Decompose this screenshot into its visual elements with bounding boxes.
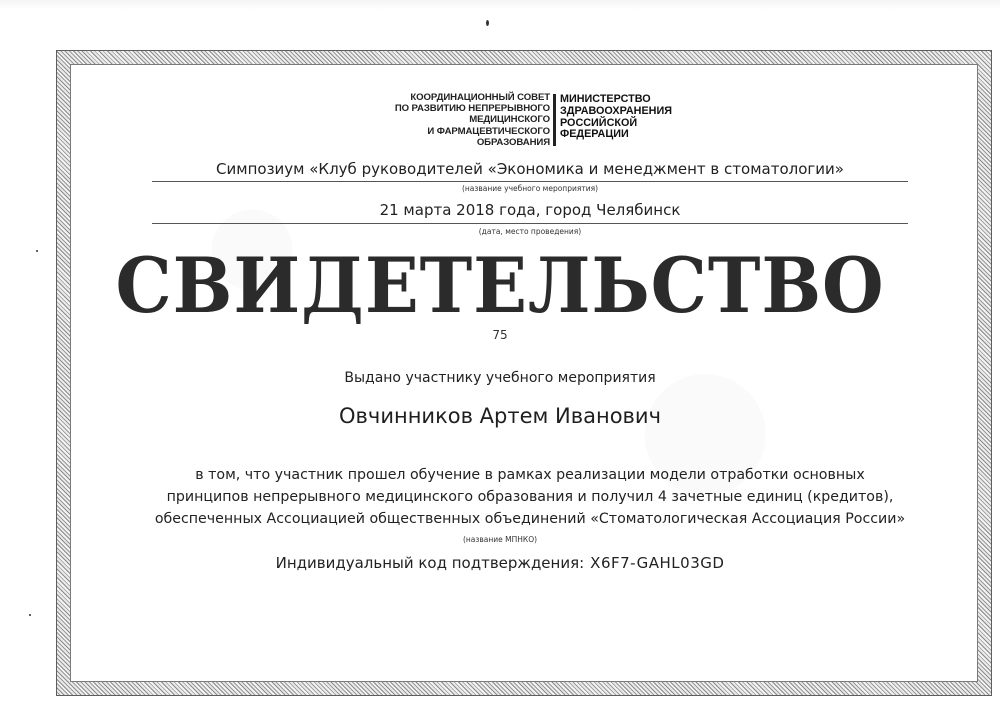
- body-line: принципов непрерывного медицинского образования и получил 4 зачетные единиц (кредитов),: [166, 489, 894, 505]
- council-line: И ФАРМАЦЕВТИЧЕСКОГО: [427, 125, 550, 137]
- event-date-caption: (дата, место проведения): [478, 227, 582, 236]
- body-line: обеспеченных Ассоциацией общественных объединений «Стоматологическая Ассоциация России»: [154, 511, 906, 527]
- council-line: ОБРАЗОВАНИЯ: [476, 136, 550, 148]
- event-name-caption: (название учебного мероприятия): [461, 184, 599, 193]
- certificate-title: СВИДЕТЕЛЬСТВО: [115, 241, 885, 330]
- scan-speck: [486, 20, 489, 26]
- ministry-line: ЗДРАВООХРАНЕНИЯ: [560, 104, 672, 117]
- ministry-line: МИНИСТЕРСТВО: [560, 93, 651, 105]
- ministry-name: [560, 94, 672, 141]
- issued-to-label: Выдано участнику учебного мероприятия: [344, 370, 656, 386]
- event-date-place: 21 марта 2018 года, город Челябинск: [379, 201, 681, 219]
- council-name: [350, 92, 550, 148]
- confirmation-code-label: Индивидуальный код подтверждения:: [275, 554, 585, 572]
- scan-edge: [0, 0, 1000, 10]
- event-name-rule: [152, 181, 908, 182]
- certificate-body: [80, 464, 980, 530]
- confirmation-code-value: X6F7-GAHL03GD: [590, 554, 725, 572]
- header-logo-block: [0, 92, 1000, 152]
- council-line: КООРДИНАЦИОННЫЙ СОВЕТ: [410, 92, 550, 103]
- event-date-rule: [152, 223, 908, 224]
- ministry-line: РОССИЙСКОЙ: [560, 116, 638, 129]
- ministry-line: ФЕДЕРАЦИИ: [560, 128, 629, 141]
- event-name: Симпозиум «Клуб руководителей «Экономика и менеджмент в стоматологии»: [216, 160, 844, 178]
- recipient-name: Овчинников Артем Иванович: [339, 404, 661, 428]
- council-line: МЕДИЦИНСКОГО: [469, 114, 550, 126]
- body-line: в том, что участник прошел обучение в рамках реализации модели отработки основных: [195, 467, 865, 483]
- scan-speck: [36, 250, 38, 252]
- header-divider: [553, 94, 556, 146]
- council-line: ПО РАЗВИТИЮ НЕПРЕРЫВНОГО: [394, 103, 550, 115]
- confirmation-code-line: [0, 554, 1000, 572]
- mpnko-caption: (название МПНКО): [462, 535, 538, 544]
- scan-speck: [29, 614, 31, 616]
- certificate-number: 75: [492, 328, 508, 342]
